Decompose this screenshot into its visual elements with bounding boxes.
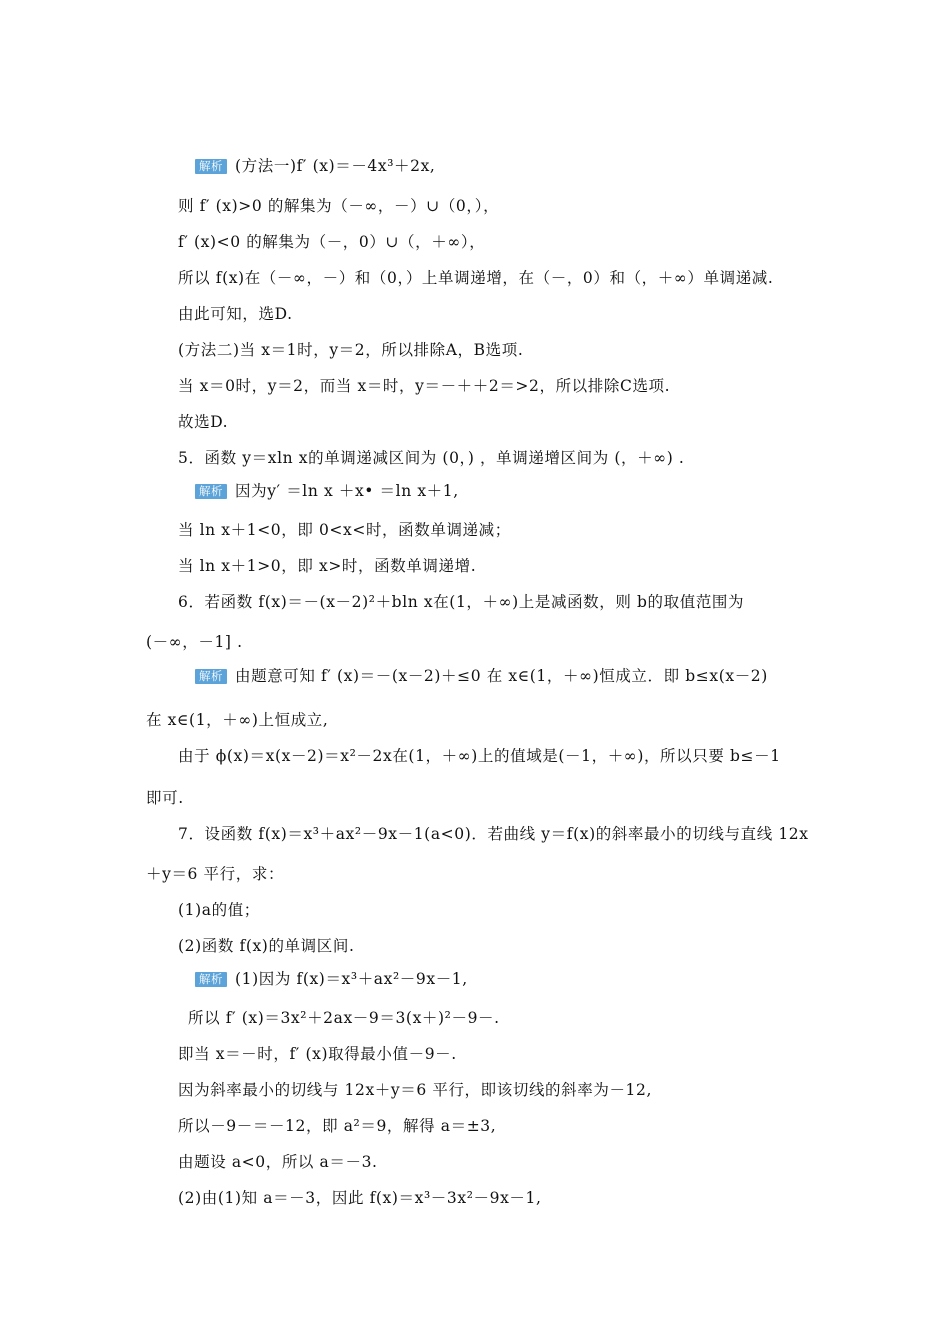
line-text: (－∞，－1] . xyxy=(146,633,243,651)
line-text: (2)由(1)知 a＝－3，因此 f(x)＝x³－3x²－9x－1, xyxy=(178,1189,542,1207)
analysis-badge: 解析 xyxy=(195,972,227,987)
text-line xyxy=(178,340,523,360)
line-text: 所以－9－＝－12，即 a²＝9，解得 a＝±3, xyxy=(178,1117,497,1135)
text-line xyxy=(178,1044,457,1064)
line-text: (方法一)f′ (x)＝－4x³＋2x, xyxy=(235,157,436,175)
line-text: 由此可知，选D. xyxy=(178,305,293,323)
line-text: 即当 x＝－时，f′ (x)取得最小值－9－. xyxy=(178,1045,457,1063)
line-text: f′ (x)<0 的解集为（－，0）∪（，＋∞）， xyxy=(178,233,486,251)
line-text: 当 ln x＋1<0，即 0<x<时，函数单调递减； xyxy=(178,521,511,539)
solution-line xyxy=(195,156,435,176)
text-line xyxy=(188,1008,500,1028)
text-line xyxy=(146,788,184,808)
line-text: 因为斜率最小的切线与 12x＋y＝6 平行，即该切线的斜率为－12, xyxy=(178,1081,652,1099)
analysis-badge: 解析 xyxy=(195,159,227,174)
line-text: (1)因为 f(x)＝x³＋ax²－9x－1, xyxy=(235,970,468,988)
line-text: 由题设 a<0，所以 a＝－3. xyxy=(178,1153,378,1171)
text-line xyxy=(178,1152,378,1172)
line-text: 6．若函数 f(x)＝－(x－2)²＋bln x在(1，＋∞)上是减函数，则 b的取值范围为 xyxy=(178,593,745,611)
text-line xyxy=(178,268,773,288)
line-text: 在 x∈(1，＋∞)上恒成立, xyxy=(146,711,329,729)
line-text: 故选D. xyxy=(178,413,229,431)
line-text: (方法二)当 x＝1时，y＝2，所以排除A，B选项. xyxy=(178,341,524,359)
text-line xyxy=(178,556,476,576)
line-text: 则 f′ (x)>0 的解集为（－∞，－）∪（0，）， xyxy=(178,197,500,215)
line-text: (1)a的值； xyxy=(178,901,260,919)
text-line xyxy=(178,1188,542,1208)
text-line xyxy=(146,864,284,884)
solution-line xyxy=(195,969,468,989)
line-text: 7．设函数 f(x)＝x³＋ax²－9x－1(a<0)．若曲线 y＝f(x)的斜率最小的切线与直线 12x xyxy=(178,825,809,843)
line-text: 由题意可知 f′ (x)＝－(x－2)＋≤0 在 x∈(1，＋∞)恒成立．即 b≤x(x－2) xyxy=(235,667,768,685)
text-line xyxy=(178,304,293,324)
text-line xyxy=(146,632,243,652)
text-line xyxy=(178,448,684,468)
line-text: 当 ln x＋1>0，即 x>时，函数单调递增. xyxy=(178,557,477,575)
line-text: ＋y＝6 平行，求： xyxy=(146,865,285,883)
line-text: 所以 f(x)在（－∞，－）和（0，）上单调递增，在（－，0）和（，＋∞）单调递减. xyxy=(178,269,774,287)
text-line xyxy=(178,936,354,956)
line-text: 所以 f′ (x)＝3x²＋2ax－9＝3(x＋)²－9－. xyxy=(188,1009,500,1027)
text-line xyxy=(178,412,228,432)
text-line xyxy=(178,376,670,396)
text-line xyxy=(178,232,485,252)
text-line xyxy=(178,824,809,844)
line-text: 当 x＝0时，y＝2，而当 x＝时，y＝－＋＋2＝>2，所以排除C选项. xyxy=(178,377,671,395)
line-text: 即可. xyxy=(146,789,184,807)
line-text: 5．函数 y＝xln x的单调递减区间为 (0，) ，单调递增区间为 (，＋∞) . xyxy=(178,449,685,467)
text-line xyxy=(146,710,328,730)
text-line xyxy=(178,746,781,766)
solution-line xyxy=(195,666,768,686)
text-line xyxy=(178,900,260,920)
analysis-badge: 解析 xyxy=(195,484,227,499)
solution-line xyxy=(195,481,459,501)
line-text: (2)函数 f(x)的单调区间. xyxy=(178,937,355,955)
line-text: 由于 ϕ(x)＝x(x－2)＝x²－2x在(1，＋∞)上的值域是(－1，＋∞)，所以只要 b≤－1 xyxy=(178,747,781,765)
text-line xyxy=(178,1116,496,1136)
text-line xyxy=(178,520,511,540)
text-line xyxy=(178,1080,652,1100)
analysis-badge: 解析 xyxy=(195,669,227,684)
text-line xyxy=(178,592,744,612)
text-line xyxy=(178,196,499,216)
line-text: 因为y′ ＝ln x ＋x• ＝ln x＋1, xyxy=(235,482,459,500)
